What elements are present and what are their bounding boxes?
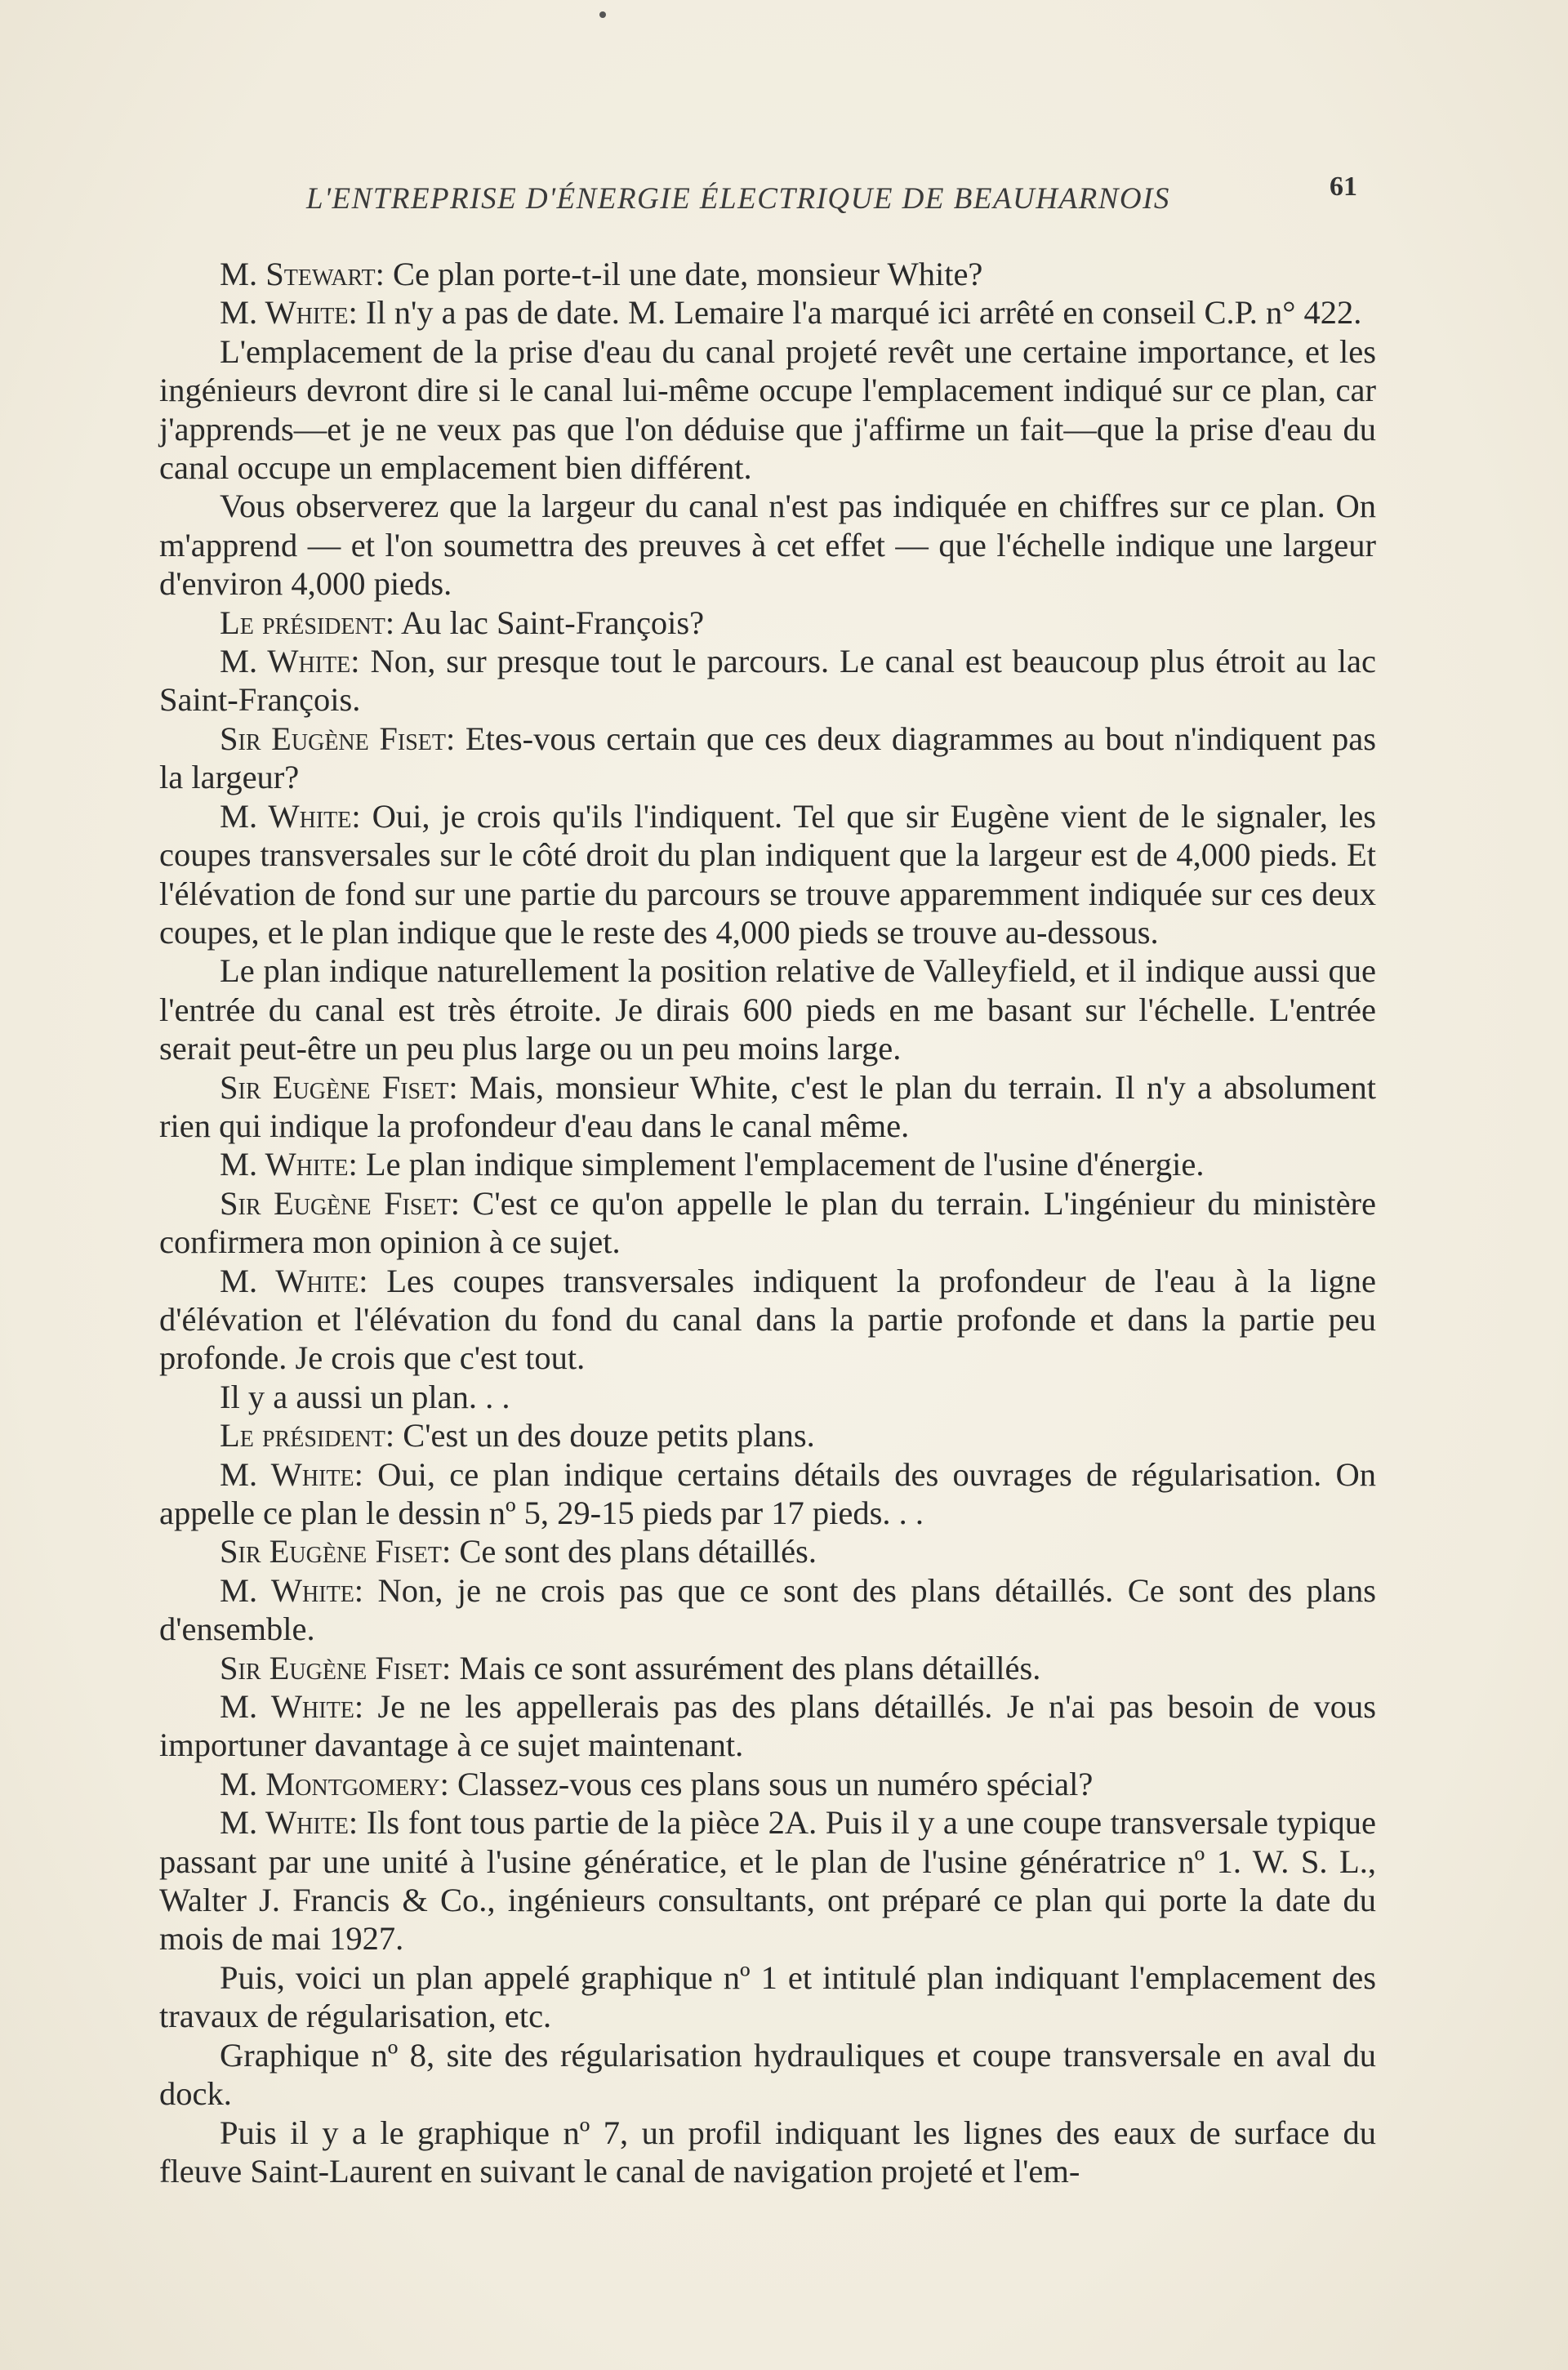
speaker-name: M. White: xyxy=(220,1455,363,1493)
speaker-name: M. Montgomery: xyxy=(220,1765,449,1802)
speaker-name: Le président: xyxy=(220,604,395,641)
paragraph-text: Puis il y a le graphique nº 7, un profil indiquant les lignes des eaux de surface du fleuve Saint-Laurent en suivant le canal de navigation projeté et l'em- xyxy=(159,2114,1376,2190)
paragraph xyxy=(159,1416,1376,1455)
paragraph-text: Il n'y a pas de date. M. Lemaire l'a marqué ici arrêté en conseil C.P. n° 422. xyxy=(365,294,1362,332)
paragraph-text: L'emplacement de la prise d'eau du canal projeté revêt une certaine importance, et les ingénieurs devront dire si le canal lui-même occupe l'emplacement indiqué sur ce plan, car j'apprends—et je ne veux pas que l'on déduise que j'affirme un fait—que la prise d'eau du canal occupe un emplacement bien différent. xyxy=(159,332,1376,487)
paragraph xyxy=(159,1571,1376,1649)
speaker-name: Sir Eugène Fiset: xyxy=(220,719,456,757)
page-number: 61 xyxy=(1330,172,1357,202)
paragraph xyxy=(159,1687,1376,1765)
paragraph-text: Ce plan porte-t-il une date, monsieur White? xyxy=(393,256,983,292)
paragraph-text: Etes-vous certain que ces deux diagrammes au bout n'indiquent pas la largeur? xyxy=(159,719,1376,796)
paragraph xyxy=(159,293,1376,332)
speaker-name: M. White: xyxy=(220,1571,364,1609)
paragraph-text: Oui, ce plan indique certains détails des ouvrages de régularisation. On appelle ce plan le dessin nº 5, 29-15 pieds par 17 pieds. . . xyxy=(159,1455,1377,1531)
paragraph xyxy=(159,1378,1376,1416)
paragraph xyxy=(159,604,1376,642)
speaker-name: M. White: xyxy=(220,797,361,835)
paragraph xyxy=(159,1532,1376,1570)
speaker-name: Sir Eugène Fiset: xyxy=(220,1649,452,1686)
paragraph-text: Mais ce sont assurément des plans détaillés. xyxy=(459,1649,1041,1686)
paragraph-text: C'est ce qu'on appelle le plan du terrain. L'ingénieur du ministère confirmera mon opinion à ce sujet. xyxy=(159,1184,1377,1261)
paragraph xyxy=(159,255,1376,293)
paragraph xyxy=(159,1145,1376,1183)
paragraph xyxy=(159,1184,1376,1262)
paragraph xyxy=(159,951,1376,1067)
paragraph-text: Oui, je crois qu'ils l'indiquent. Tel que sir Eugène vient de le signaler, les coupes transversales sur le côté droit du plan indiquent que la largeur est de 4,000 pieds. Et l'élévation de fond sur une partie du parcours se trouve apparemment indiquée sur ces deux coupes, et le plan indique que le reste des 4,000 pieds se trouve au-dessous. xyxy=(159,797,1376,951)
speaker-name: Sir Eugène Fiset: xyxy=(220,1184,460,1222)
paragraph-text: Au lac Saint-François? xyxy=(401,604,705,641)
speaker-name: M. White: xyxy=(220,1804,359,1842)
body-text xyxy=(159,255,1376,2190)
paragraph-text: Le plan indique naturellement la position relative de Valleyfield, et il indique aussi que l'entrée du canal est très étroite. Je dirais 600 pieds en me basant sur l'échelle. L'entrée serait peut-être un peu plus large ou un peu moins large. xyxy=(159,952,1376,1067)
paragraph-text: Mais, monsieur White, c'est le plan du terrain. Il n'y a absolument rien qui indique la profondeur d'eau dans le canal même. xyxy=(159,1068,1377,1144)
paragraph xyxy=(159,332,1376,488)
speaker-name: M. White: xyxy=(220,1688,364,1726)
speaker-name: M. White: xyxy=(220,643,360,680)
paragraph-text: Ce sont des plans détaillés. xyxy=(459,1533,817,1570)
ink-dot xyxy=(599,11,606,18)
paragraph-text: Je ne les appellerais pas des plans détaillés. Je n'ai pas besoin de vous importuner davantage à ce sujet maintenant. xyxy=(159,1688,1377,1764)
paragraph-text: Graphique nº 8, site des régularisation hydrauliques et coupe transversale en aval du dock. xyxy=(159,2036,1376,2113)
speaker-name: M. White: xyxy=(220,294,358,332)
paragraph-text: Les coupes transversales indiquent la profondeur de l'eau à la ligne d'élévation et l'élévation du fond du canal dans la partie profonde et dans la partie peu profonde. Je crois que c'est tout. xyxy=(159,1262,1376,1377)
paragraph xyxy=(159,1765,1376,1803)
speaker-name: Le président: xyxy=(220,1417,395,1455)
paragraph xyxy=(159,1649,1376,1687)
paragraph-text: Le plan indique simplement l'emplacement de l'usine d'énergie. xyxy=(365,1146,1205,1183)
paragraph xyxy=(159,797,1376,952)
speaker-name: Sir Eugène Fiset: xyxy=(220,1533,452,1570)
paragraph-text: Vous observerez que la largeur du canal n'est pas indiquée en chiffres sur ce plan. On m'apprend — et l'on soumettra des preuves à cet effet — que l'échelle indique une largeur d'environ 4,000 pieds. xyxy=(159,488,1376,603)
paragraph xyxy=(159,1803,1376,1958)
paragraph xyxy=(159,1262,1376,1378)
paragraph-text: Classez-vous ces plans sous un numéro spécial? xyxy=(457,1765,1094,1802)
speaker-name: M. White: xyxy=(220,1146,358,1183)
paragraph xyxy=(159,1455,1376,1533)
paragraph-text: Non, sur presque tout le parcours. Le canal est beaucoup plus étroit au lac Saint-François. xyxy=(159,643,1377,719)
speaker-name: M. White: xyxy=(220,1262,368,1299)
running-title: L'ENTREPRISE D'ÉNERGIE ÉLECTRIQUE DE BEAUHARNOIS xyxy=(306,182,1170,216)
paragraph-text: Ils font tous partie de la pièce 2A. Puis il y a une coupe transversale typique passant par une unité à l'usine génératice, et le plan de l'usine génératrice nº 1. W. S. L., Walter J. Francis & Co., ingénieurs consultants, ont préparé ce plan qui porte la date du mois de mai 1927. xyxy=(159,1804,1377,1958)
paragraph xyxy=(159,2036,1376,2114)
paragraph xyxy=(159,2114,1376,2191)
paragraph-text: Non, je ne crois pas que ce sont des plans détaillés. Ce sont des plans d'ensemble. xyxy=(159,1571,1376,1648)
paragraph xyxy=(159,642,1376,719)
paragraph-text: Il y a aussi un plan. . . xyxy=(220,1378,510,1415)
paragraph xyxy=(159,487,1376,603)
speaker-name: Sir Eugène Fiset: xyxy=(220,1068,458,1106)
paragraph xyxy=(159,1068,1376,1146)
paragraph xyxy=(159,1958,1376,2036)
speaker-name: M. Stewart: xyxy=(220,256,385,292)
paragraph-text: Puis, voici un plan appelé graphique nº 1 et intitulé plan indiquant l'emplacement des travaux de régularisation, etc. xyxy=(159,1958,1376,2035)
paragraph-text: C'est un des douze petits plans. xyxy=(403,1417,815,1455)
paragraph xyxy=(159,719,1376,797)
